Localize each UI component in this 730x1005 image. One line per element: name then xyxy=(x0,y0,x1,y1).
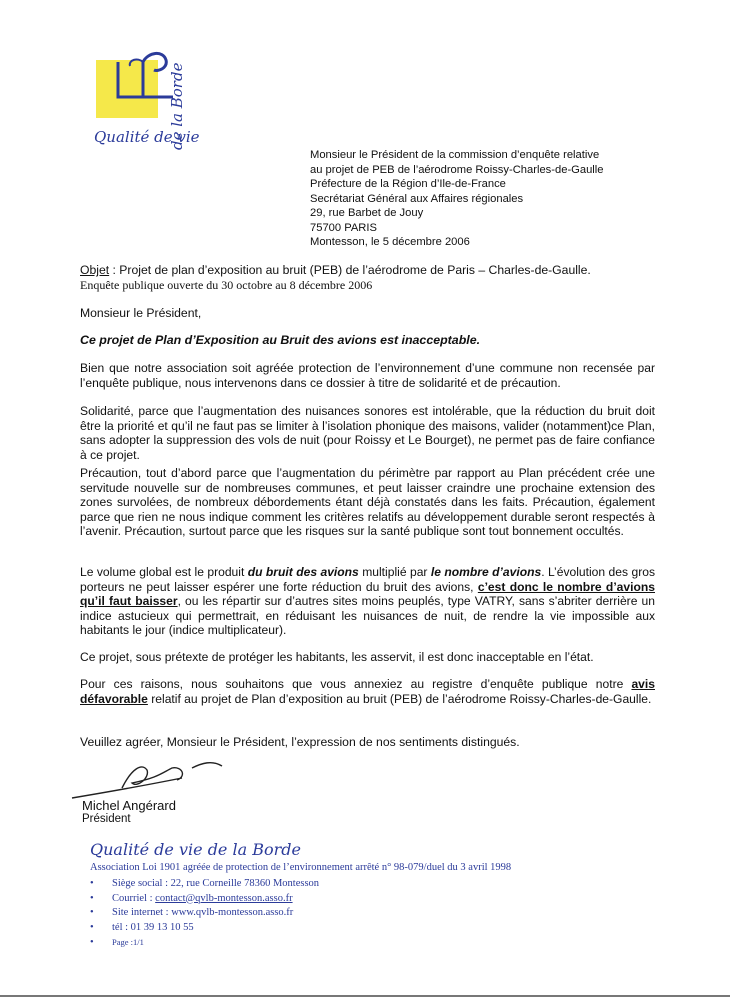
objet-text: : Projet de plan d’exposition au bruit (PEB) de l’aérodrome de Paris – Charles-de-Gaulle. xyxy=(109,263,591,277)
list-item xyxy=(90,935,319,951)
list-item xyxy=(90,906,319,921)
list-item xyxy=(90,877,319,892)
siege-text: Siège social : 22, rue Corneille 78360 Montesson xyxy=(112,878,320,889)
paragraph-6 xyxy=(80,677,655,706)
recipient-line: 29, rue Barbet de Jouy xyxy=(310,207,424,219)
website-text: Site internet : www.qvlb-montesson.asso.fr xyxy=(112,907,294,919)
signatory-role: Président xyxy=(82,813,131,825)
logo-caption: Qualité de vie xyxy=(94,128,200,146)
paragraph-3: Précaution, tout d’abord parce que l’augmentation du périmètre par rapport au Plan précédent crée une servitude nouvelle sur de nombreuses communes, et peut laisser craindre une prochaine extension des zones survolées, de nombreux débordements étant déjà constatés dans les faits. Précaution, également parce que rien ne nous indique comment les critères relatifs au développement durable seront respectés à l’avenir. Précaution, surtout parce que les risques sur la santé publique sont tout bonnement occultés. xyxy=(80,466,655,539)
text-run: Le volume global est le produit xyxy=(80,565,248,579)
closing-formula: Veuillez agréer, Monsieur le Président, l’expression de nos sentiments distingués. xyxy=(80,735,520,749)
handwritten-signature xyxy=(62,748,242,803)
bottom-divider xyxy=(0,995,730,997)
email-link[interactable]: contact@qvlb-montesson.asso.fr xyxy=(155,892,293,904)
footer-contact-list xyxy=(90,877,319,951)
text-run: Pour ces raisons, nous souhaitons que vous annexiez au registre d’enquête publique notre xyxy=(80,677,632,691)
emphasis-run: avis défavorable xyxy=(80,677,655,706)
page-number: Page :1/1 xyxy=(112,937,144,948)
footer-title: Qualité de vie de la Borde xyxy=(90,840,301,859)
recipient-line: Préfecture de la Région d’Ile-de-France xyxy=(310,178,506,190)
recipient-line: 75700 PARIS xyxy=(310,221,377,234)
text-run: relatif au projet de Plan d’exposition au bruit (PEB) de l’aérodrome Roissy-Charles-de-Gaulle. xyxy=(147,691,652,706)
objet-line xyxy=(80,263,591,277)
phone-text: tél : 01 39 13 10 55 xyxy=(112,921,194,933)
text-run: , ou les répartir sur d’autres sites moins peuplés, type VATRY, sans s’abriter derrière un indice astucieux qui permettrait, en réduisant les nuisances de nuit, de rendre la vie impossible aux habitants le jour (indice multiplicateur). xyxy=(80,594,655,638)
recipient-line: au projet de PEB de l’aérodrome Roissy-Charles-de-Gaulle xyxy=(310,163,604,176)
recipient-address xyxy=(310,148,604,235)
salutation: Monsieur le Président, xyxy=(80,306,202,320)
emphasis-run: le nombre d’avions xyxy=(430,565,542,579)
headline: Ce projet de Plan d’Exposition au Bruit des avions est inacceptable. xyxy=(80,333,481,347)
list-item xyxy=(90,921,319,936)
courriel-label: Courriel : xyxy=(112,892,156,904)
recipient-line: Monsieur le Président de la commission d’enquête relative xyxy=(310,149,600,161)
paragraph-5: Ce projet, sous prétexte de protéger les habitants, les asservit, il est donc inacceptable en l’état. xyxy=(80,650,594,664)
emphasis-run: c’est donc le nombre d’avions qu’il faut baisser xyxy=(80,579,655,609)
list-item xyxy=(90,892,319,907)
objet-label: Objet xyxy=(80,263,110,277)
paragraph-1: Bien que notre association soit agréée protection de l’environnement d’une commune non recensée par l’enquête publique, nous intervenons dans ce dossier à titre de solidarité et de précaution. xyxy=(80,361,655,390)
logo-yellow-block xyxy=(96,60,158,118)
date-line: Montesson, le 5 décembre 2006 xyxy=(310,236,470,248)
paragraph-2: Solidarité, parce que l’augmentation des nuisances sonores est intolérable, que la réduction du bruit doit être la priorité et qu’il ne faut pas se limiter à l’isolation phonique des maisons, valider (notamment)ce Plan, sans adopter la suppression des vols de nuit (pour Roissy et Le Bourget), ne permet pas de faire confiance à ce projet. xyxy=(80,404,655,462)
signatory-name: Michel Angérard xyxy=(82,798,176,813)
footer-association: Association Loi 1901 agréée de protection de l’environnement arrêté n° 98-079/duel du 3 avril 1998 xyxy=(90,862,512,873)
text-run: multiplié par xyxy=(358,565,431,579)
recipient-line: Secrétariat Général aux Affaires régionales xyxy=(310,192,524,205)
logo-vertical-text: de la Borde xyxy=(168,62,186,150)
paragraph-4 xyxy=(80,565,655,638)
enquete-line: Enquête publique ouverte du 30 octobre au 8 décembre 2006 xyxy=(80,278,373,292)
emphasis-run: du bruit des avions xyxy=(247,565,359,579)
text-run: . L’évolution des gros porteurs ne peut laisser espérer une forte réduction du bruit des avions, xyxy=(80,565,655,594)
